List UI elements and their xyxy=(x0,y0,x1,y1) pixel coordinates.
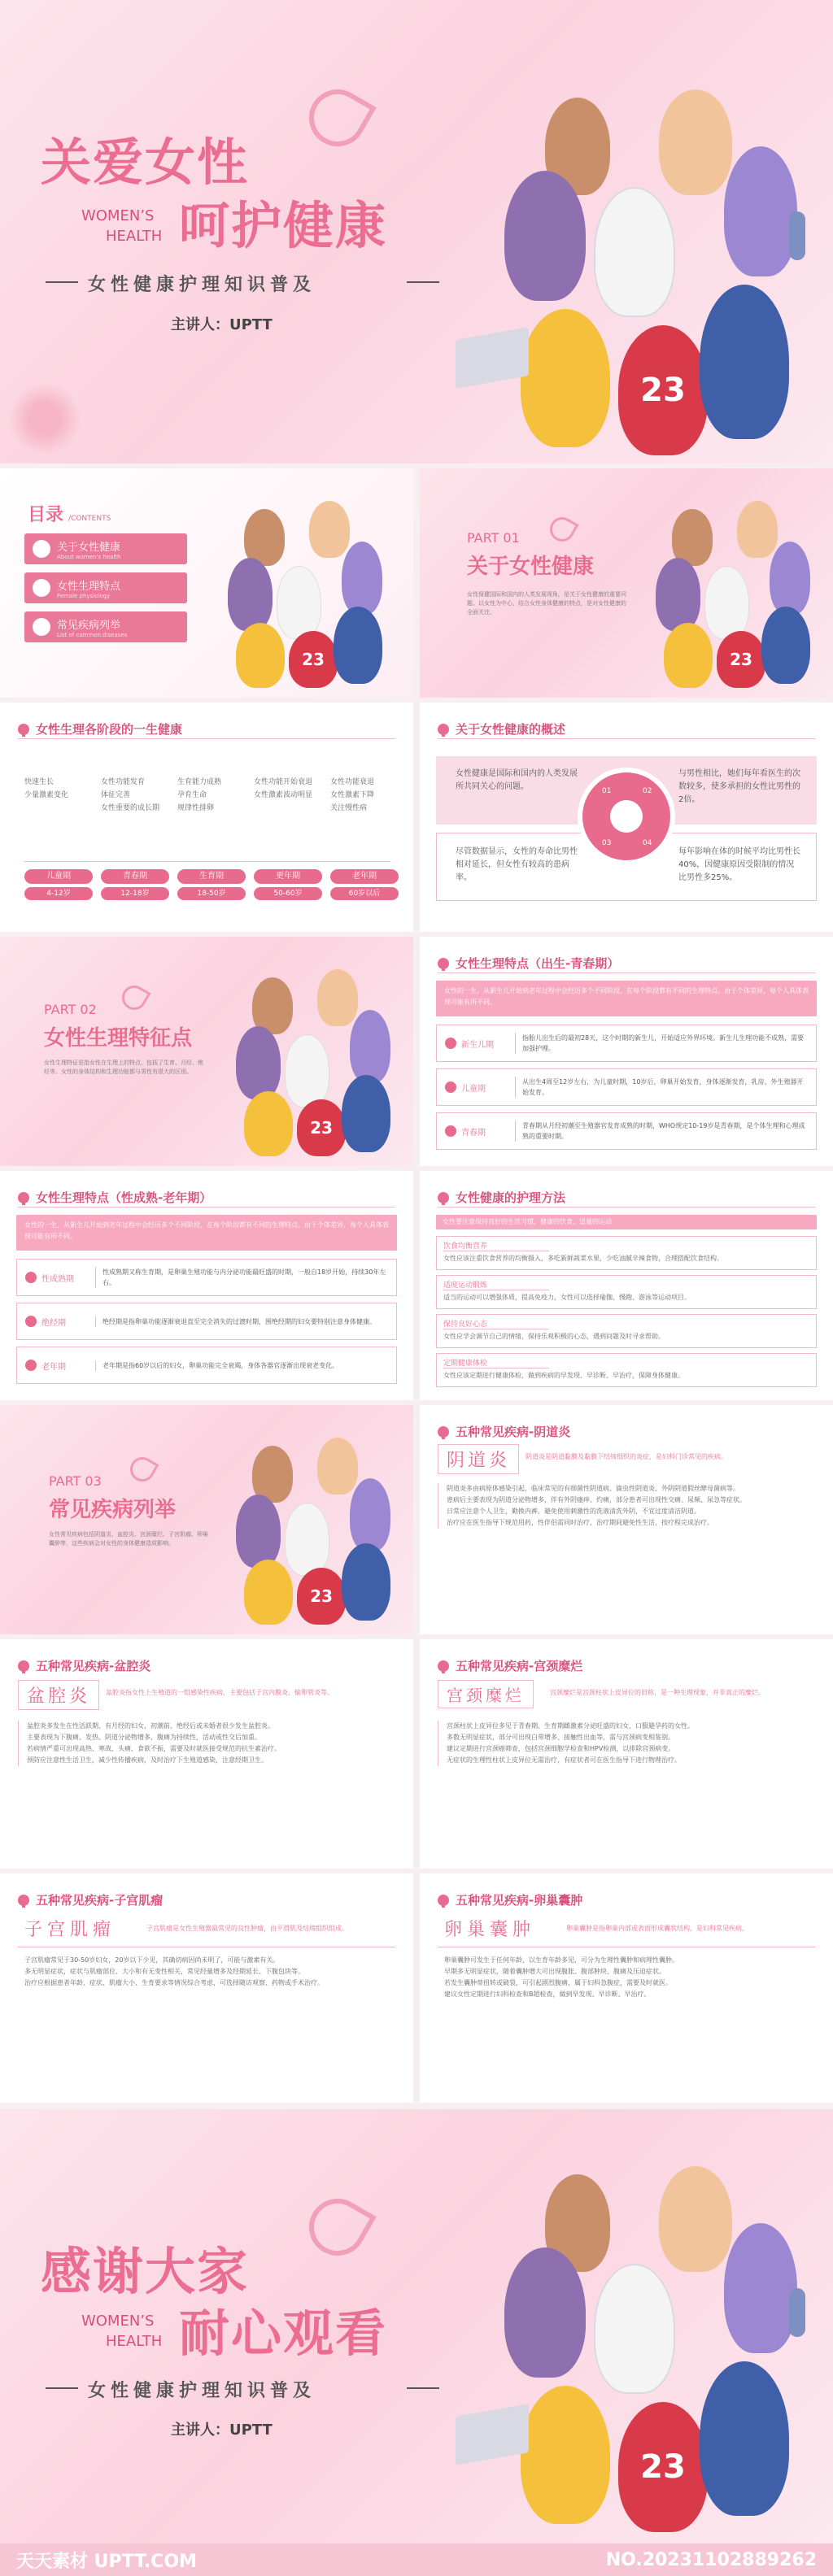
row-tag: 性成熟期 xyxy=(17,1272,95,1284)
disease-name: 子宫肌瘤 xyxy=(24,1920,116,1940)
heart-icon xyxy=(33,579,50,597)
tip-card xyxy=(436,1314,817,1348)
elder-icon xyxy=(25,1360,37,1371)
women-group-illustration xyxy=(456,65,813,455)
cover-subtitle: 女性健康护理知识普及 xyxy=(88,275,316,295)
part2-slide xyxy=(0,937,413,1166)
location-pin-icon xyxy=(438,1192,449,1203)
disease-bullets xyxy=(438,1483,815,1529)
ending-title-1: 感谢大家 xyxy=(41,2242,250,2301)
tips-bar: 女性要注意保持良好的生活习惯，健康的饮食、适量的运动 xyxy=(436,1215,817,1229)
vaginitis-slide xyxy=(420,1405,833,1634)
header-underline xyxy=(18,738,395,739)
pid-slide xyxy=(0,1639,413,1869)
physio2-slide xyxy=(0,1171,413,1400)
header-underline xyxy=(18,1207,395,1208)
disease-name: 阴道炎 xyxy=(438,1444,519,1474)
toc-item-label: 关于女性健康 xyxy=(57,541,121,554)
jersey-number: 23 xyxy=(310,1586,333,1606)
segment-ring xyxy=(578,768,675,865)
bullet-item: 子宫肌瘤常见于30-50岁妇女，20岁以下少见，其确切病因尚未明了，可能与激素有关。 xyxy=(24,1956,280,1964)
health-stats-slide xyxy=(420,703,833,932)
row-text: 青春期从月经初潮至生殖器官发育成熟的时期，WHO规定10-19岁是青春期，是个体生理和心理成熟的重要时期。 xyxy=(515,1120,816,1142)
slide-header-text: 关于女性健康的概述 xyxy=(456,722,566,737)
bullet-item: 多无明显症状，症状与肌瘤部位、大小和有无变性相关，常见经量增多及经期延长、下腹包块等。 xyxy=(24,1968,304,1975)
slide-header-text: 五种常见疾病-子宫肌瘤 xyxy=(36,1893,164,1908)
row-text: 指胎儿出生后的最初28天，这个时期的新生儿，开始适应外界环境。新生儿生理功能不成熟，需要加强护理。 xyxy=(515,1033,816,1054)
ending-subtitle-line-left xyxy=(46,2387,78,2389)
slide-header-text: 五种常见疾病-卵巢囊肿 xyxy=(456,1893,583,1908)
baby-icon xyxy=(445,1038,456,1049)
ending-subtitle-line-right xyxy=(407,2387,439,2389)
toc-item-label: 女性生理特点 xyxy=(57,580,121,593)
slide-header-text: 五种常见疾病-阴道炎 xyxy=(456,1425,571,1439)
cover-subtitle-line-left xyxy=(46,281,78,283)
tip-text: 适当的运动可以增强体质，提高免疫力，女性可以选择瑜伽、慢跑、游泳等运动项目。 xyxy=(443,1294,691,1301)
bullet-item: 若发生囊肿蒂扭转或破裂，可引起剧烈腹痛，属于妇科急腹症，需要及时就医。 xyxy=(444,1979,672,1986)
disease-name: 卵巢囊肿 xyxy=(444,1920,536,1940)
flower-decoration xyxy=(8,382,81,455)
figure-6 xyxy=(521,309,610,447)
slide-header xyxy=(438,1891,582,1908)
location-pin-icon xyxy=(18,1895,29,1906)
slide-header-text: 女性生理特点（出生-青春期） xyxy=(456,956,620,971)
women-group-illustration xyxy=(456,2142,813,2532)
part-description: 女性常见疾病包括阴道炎、盆腔炎、宫颈糜烂、子宫肌瘤、卵巢囊肿等，这些疾病会对女性的身体健康造成影响。 xyxy=(49,1531,208,1547)
tip-title: 适度运动锻炼 xyxy=(443,1279,549,1290)
row-text: 老年期是指60岁以后的妇女，卵巢功能完全衰竭，身体各器官逐渐出现衰老变化。 xyxy=(95,1360,396,1371)
microphone-icon xyxy=(789,2288,805,2337)
jersey-number: 23 xyxy=(310,1118,333,1138)
slide-header xyxy=(18,1189,212,1206)
tip-text: 女性应该定期进行健康体检，做到疾病的早发现、早诊断、早治疗，保障身体健康。 xyxy=(443,1372,684,1379)
ribbon-icon xyxy=(546,513,579,546)
ring-hole xyxy=(610,800,643,833)
stage-pill[interactable]: 儿童期 4-12岁 xyxy=(24,869,93,900)
cover-subtitle-line-right xyxy=(407,281,439,283)
ovarian-slide xyxy=(420,1873,833,2103)
disease-subtitle: 子宫肌瘤是女性生殖器最常见的良性肿瘤，由平滑肌及结缔组织组成。 xyxy=(146,1925,348,1932)
part-description: 女性保健国际和国内的人类发展视角，是关于女性健康的重要问题。以女性为中心，结合女性身体健康的特点，是对女性健康的全面关注。 xyxy=(467,591,626,616)
stage-bullet: 体征完善 xyxy=(101,791,131,799)
toc-item-en: About women's health xyxy=(57,553,121,560)
footer-right: NO.20231102889262 xyxy=(605,2549,817,2570)
part-title: 关于女性健康 xyxy=(467,555,595,579)
location-pin-icon xyxy=(18,1192,29,1203)
location-pin-icon xyxy=(438,1426,449,1438)
jersey-number: 23 xyxy=(640,2448,686,2486)
jersey-number: 23 xyxy=(640,372,686,409)
figure-3 xyxy=(504,171,586,301)
stage-bullet: 女性激素下降 xyxy=(330,791,375,799)
tip-text: 女性应学会调节自己的情绪，保持乐观积极的心态，遇到问题及时寻求帮助。 xyxy=(443,1333,665,1340)
bullet-item: 建议定期进行宫颈癌筛查，包括宫颈细胞学检查和HPV检测，以排除宫颈病变。 xyxy=(447,1745,675,1752)
part-number: PART 01 xyxy=(467,530,520,546)
stage-bullet: 女性激素波动明显 xyxy=(254,791,313,799)
toc-title-text: 目录 xyxy=(28,505,64,525)
disease-subtitle: 宫颈糜烂是宫颈柱状上皮异位的旧称，是一种生理现象，并非真正的糜烂。 xyxy=(550,1689,765,1696)
seg-label: 04 xyxy=(643,839,652,847)
figure-4 xyxy=(594,187,675,317)
slide-header xyxy=(18,1657,150,1674)
part3-slide xyxy=(0,1405,413,1634)
laptop-icon xyxy=(456,327,529,389)
slide-header xyxy=(18,1891,163,1908)
stage-bullet: 少量激素变化 xyxy=(24,791,69,799)
seg-label: 03 xyxy=(602,839,612,847)
cover-en-2: HEALTH xyxy=(106,228,163,245)
location-pin-icon xyxy=(438,1895,449,1906)
part-title: 女性生理特征点 xyxy=(44,1026,193,1051)
stat-quote-3: 尽管数据显示，女性的寿命比男性相对延长，但女性有较高的患病率。 xyxy=(456,847,578,882)
bullet-item: 治疗应在医生指导下规范用药，性伴侣需同时治疗，治疗期间避免性生活，按疗程完成治疗。 xyxy=(447,1519,713,1526)
physio-row xyxy=(16,1259,397,1296)
bullet-item: 阴道炎多由病原体感染引起，临床常见的有细菌性阴道病、滴虫性阴道炎、外阴阴道假丝酵母菌病等。 xyxy=(447,1485,739,1492)
part-description: 女性生理特征是指女性在生理上的特点，包括了生育、月经、绝经等。女性的身体结构和生理功能都与男性有很大的区别。 xyxy=(44,1060,203,1075)
bullet-item: 治疗应根据患者年龄、症状、肌瘤大小、生育要求等情况综合考虑，可选择随访观察、药物或手术治疗。 xyxy=(24,1979,324,1986)
stat-quote-2: 与男性相比，她们每年看医生的次数较多，使多承担的女性比男性的2倍。 xyxy=(678,769,800,804)
disease-name: 宫颈糜烂 xyxy=(438,1680,534,1708)
stage-bullet: 快速生长 xyxy=(24,778,55,786)
slide-header xyxy=(438,1423,570,1440)
seg-label: 02 xyxy=(643,787,652,795)
figure-7 xyxy=(618,325,708,455)
bullet-item: 建议女性定期进行妇科检查和B超检查，做到早发现、早诊断、早治疗。 xyxy=(444,1991,651,1998)
stage-column xyxy=(24,776,93,815)
bullet-item: 早期多无明显症状，随着囊肿增大可出现腹胀、腹部肿块、腹痛及压迫症状。 xyxy=(444,1968,665,1975)
disease-subtitle: 卵巢囊肿是指卵巢内部或表面形成囊状结构，是妇科常见疾病。 xyxy=(566,1925,748,1932)
stage-bullet: 女性功能开始衰退 xyxy=(254,778,313,786)
location-pin-icon xyxy=(18,1660,29,1672)
physio-row xyxy=(436,1112,817,1150)
disease-bullets xyxy=(24,1955,395,1989)
stage-pill[interactable]: 生育期 18-50岁 xyxy=(177,869,246,900)
jersey-number: 23 xyxy=(730,650,752,669)
cover-presenter: 主讲人：UPTT xyxy=(171,316,273,333)
stage-bullet: 女性功能发育 xyxy=(101,778,146,786)
woman-icon xyxy=(25,1316,37,1327)
stat-quote-4: 每年影响在体的时候平均比男性长40%，因健康原因受限制的情况比男性多25%。 xyxy=(678,847,800,882)
stat-quote-1: 女性健康是国际和国内的人类发展所共同关心的问题。 xyxy=(456,769,578,791)
disease-bullets xyxy=(18,1721,395,1766)
toc-item-3[interactable] xyxy=(24,611,187,642)
figure-2 xyxy=(659,89,732,195)
slide-header xyxy=(438,720,565,738)
slide-header xyxy=(438,1189,565,1206)
ending-subtitle: 女性健康护理知识普及 xyxy=(88,2381,316,2401)
watermark-footer xyxy=(0,2543,833,2576)
stage-column xyxy=(330,776,399,815)
disease-subtitle: 盆腔炎指女性上生殖道的一组感染性疾病，主要包括子宫内膜炎、输卵管炎等。 xyxy=(106,1689,334,1696)
heart-icon xyxy=(33,540,50,558)
cervical-slide xyxy=(420,1639,833,1869)
toc-item-1[interactable] xyxy=(24,533,187,564)
ending-en-2: HEALTH xyxy=(106,2333,163,2350)
tip-card xyxy=(436,1236,817,1270)
fibroid-slide xyxy=(0,1873,413,2103)
women-group-illustration xyxy=(212,493,399,688)
intro-band: 女性的一生，从新生儿开始到老年过程中会经历多个不同阶段，在每个阶段都有不同的生理特点。由于个体差异，每个人具体表现可能有所不同。 xyxy=(16,1215,397,1251)
part-number: PART 03 xyxy=(49,1473,102,1489)
row-tag: 老年期 xyxy=(17,1360,95,1372)
bullet-item: 宫颈柱状上皮异位多见于青春期、生育期雌激素分泌旺盛的妇女，口服避孕药的女性。 xyxy=(447,1722,694,1730)
slide-header xyxy=(438,955,619,972)
women-group-illustration xyxy=(220,961,407,1156)
toc-item-en: List of common diseases xyxy=(57,631,128,638)
slide-header-text: 女性生理特点（性成熟-老年期） xyxy=(36,1190,212,1205)
row-text: 从出生4周至12岁左右，为儿童时期，10岁后，卵巢开始发育，身体逐渐发育，乳房、外生殖器开始发育。 xyxy=(515,1077,816,1098)
disease-subtitle: 阴道炎是阴道黏膜及黏膜下结缔组织的炎症，是妇科门诊常见的疾病。 xyxy=(526,1453,727,1460)
tip-text: 女性应该注重饮食营养的均衡摄入，多吃新鲜蔬菜水果，少吃油腻辛辣食物，合理搭配饮食结构。 xyxy=(443,1255,723,1262)
bullet-item: 盆腔炎多发生在性活跃期、有月经的妇女，初潮前、绝经后或未婚者很少发生盆腔炎。 xyxy=(27,1722,274,1730)
row-tag: 儿童期 xyxy=(437,1081,515,1094)
seg-label: 01 xyxy=(602,787,612,795)
location-pin-icon xyxy=(438,724,449,735)
stage-bullet: 女性重要的成长期 xyxy=(101,804,160,812)
stage-pill[interactable]: 老年期 60岁以后 xyxy=(330,869,399,900)
cover-slide xyxy=(0,0,833,463)
ending-title-2: 耐心观看 xyxy=(179,2304,388,2363)
deco-ribbon xyxy=(299,2188,377,2266)
microphone-icon xyxy=(789,211,805,260)
header-underline xyxy=(438,738,815,739)
ending-presenter: 主讲人：UPTT xyxy=(171,2422,273,2439)
child-icon xyxy=(445,1081,456,1093)
ending-slide xyxy=(0,2109,833,2543)
slide-header-text: 五种常见疾病-盆腔炎 xyxy=(36,1659,151,1673)
women-group-illustration xyxy=(639,493,826,688)
cover-en-1: WOMEN’S xyxy=(81,207,155,224)
heart-icon xyxy=(33,618,50,636)
toc-item-label: 常见疾病列举 xyxy=(57,619,121,632)
tip-card xyxy=(436,1275,817,1309)
ribbon-icon xyxy=(118,981,151,1015)
header-underline xyxy=(438,1207,815,1208)
bullet-item: 主要表现为下腹痛、发热、阴道分泌物增多，腹痛为持续性，活动或性交后加重。 xyxy=(27,1734,261,1741)
part-title: 常见疾病列举 xyxy=(49,1498,177,1522)
part-number: PART 02 xyxy=(44,1002,97,1017)
row-tag: 新生儿期 xyxy=(437,1038,515,1050)
toc-item-en: Female physiology xyxy=(57,592,111,599)
laptop-icon xyxy=(456,2404,529,2465)
bullet-item: 若病情严重可出现高热、寒战、头痛、食欲不振，需要及时就医接受规范的抗生素治疗。 xyxy=(27,1745,281,1752)
bullet-item: 无症状的生理性柱状上皮异位无需治疗，有症状者可在医生指导下进行物理治疗。 xyxy=(447,1756,681,1764)
stage-bullet: 孕育生命 xyxy=(177,791,207,799)
location-pin-icon xyxy=(18,724,29,735)
cover-title-1: 关爱女性 xyxy=(41,133,250,192)
physio1-slide xyxy=(420,937,833,1166)
slide-header-text: 女性健康的护理方法 xyxy=(456,1190,566,1205)
intro-band: 女性的一生，从新生儿开始到老年过程中会经历多个不同阶段，在每个阶段都有不同的生理特点。由于个体差异，每个人具体表现可能有所不同。 xyxy=(436,981,817,1016)
slide-header-text: 五种常见疾病-宫颈糜烂 xyxy=(456,1659,583,1673)
stage-bullet: 关注慢性病 xyxy=(330,804,368,812)
slide-header xyxy=(18,720,182,738)
stage-bullet: 女性功能衰退 xyxy=(330,778,375,786)
tip-card xyxy=(436,1353,817,1387)
disease-name: 盆腔炎 xyxy=(18,1680,99,1710)
stage-pill[interactable]: 更年期 50-60岁 xyxy=(254,869,322,900)
stage-column xyxy=(254,776,322,815)
bullet-item: 日常应注意个人卫生，勤换内裤，避免使用刺激性的洗液清洗外阴，不宜过度清洁阴道。 xyxy=(447,1508,700,1515)
bullet-item: 多数无明显症状，部分可出现白带增多、接触性出血等，需与宫颈病变相鉴别。 xyxy=(447,1734,674,1741)
disease-bullets xyxy=(438,1721,815,1766)
toc-slide xyxy=(0,468,413,698)
physio-row xyxy=(436,1025,817,1062)
physio-row xyxy=(436,1068,817,1106)
slide-header xyxy=(438,1657,582,1674)
physio-row xyxy=(16,1303,397,1340)
slide-header-text: 女性生理各阶段的一生健康 xyxy=(36,722,183,737)
figure-5 xyxy=(724,146,797,276)
row-text: 绝经期是指卵巢功能逐渐衰退直至完全消失的过渡时期，围绝经期的妇女要特别注意身体健康。 xyxy=(95,1316,396,1327)
stage-column xyxy=(101,776,169,815)
ending-en-1: WOMEN’S xyxy=(81,2313,155,2330)
woman-icon xyxy=(25,1272,37,1283)
ribbon-icon xyxy=(126,1453,159,1486)
figure-8 xyxy=(700,285,789,439)
stage-pill[interactable]: 青春期 12-18岁 xyxy=(101,869,169,900)
row-text: 性成熟期又称生育期，是卵巢生殖功能与内分泌功能最旺盛的时期，一般自18岁开始，持续30年左右。 xyxy=(95,1267,396,1288)
physio-row xyxy=(16,1347,397,1384)
tip-title: 定期健康体检 xyxy=(443,1357,549,1368)
health-tips-slide xyxy=(420,1171,833,1400)
bullet-item: 预防应注意性生活卫生，减少性传播疾病，及时治疗下生殖道感染，注意经期卫生。 xyxy=(27,1756,268,1764)
jersey-number: 23 xyxy=(302,650,325,669)
deco-ribbon xyxy=(299,79,377,157)
stage-bullet: 生育能力成熟 xyxy=(177,778,222,786)
women-group-illustration xyxy=(220,1429,407,1625)
toc-item-2[interactable] xyxy=(24,572,187,603)
tip-title: 保持良好心态 xyxy=(443,1318,549,1329)
timeline-line xyxy=(24,861,390,862)
girl-icon xyxy=(445,1125,456,1137)
stage-columns xyxy=(24,776,399,815)
stage-pills xyxy=(24,869,399,900)
bullet-item: 卵巢囊肿可发生于任何年龄，以生育年龄多见，可分为生理性囊肿和病理性囊肿。 xyxy=(444,1956,678,1964)
footer-left: 天天素材 UPTT.COM xyxy=(16,2551,197,2572)
stages-slide xyxy=(0,703,413,932)
bullet-item: 患病后主要表现为阴道分泌物增多，伴有外阴瘙痒、灼痛，部分患者可出现性交痛、尿频、尿急等症状。 xyxy=(447,1496,746,1503)
stage-bullet: 规律性排卵 xyxy=(177,804,215,812)
toc-title-en: /CONTENTS xyxy=(68,515,111,523)
row-tag: 绝经期 xyxy=(17,1316,95,1328)
tip-title: 饮食均衡营养 xyxy=(443,1240,549,1251)
location-pin-icon xyxy=(438,958,449,969)
disease-bullets xyxy=(444,1955,815,2000)
cover-title-2: 呵护健康 xyxy=(179,196,388,255)
toc-title xyxy=(28,501,111,526)
stage-column xyxy=(177,776,246,815)
part1-slide xyxy=(420,468,833,698)
row-tag: 青春期 xyxy=(437,1125,515,1138)
location-pin-icon xyxy=(438,1660,449,1672)
